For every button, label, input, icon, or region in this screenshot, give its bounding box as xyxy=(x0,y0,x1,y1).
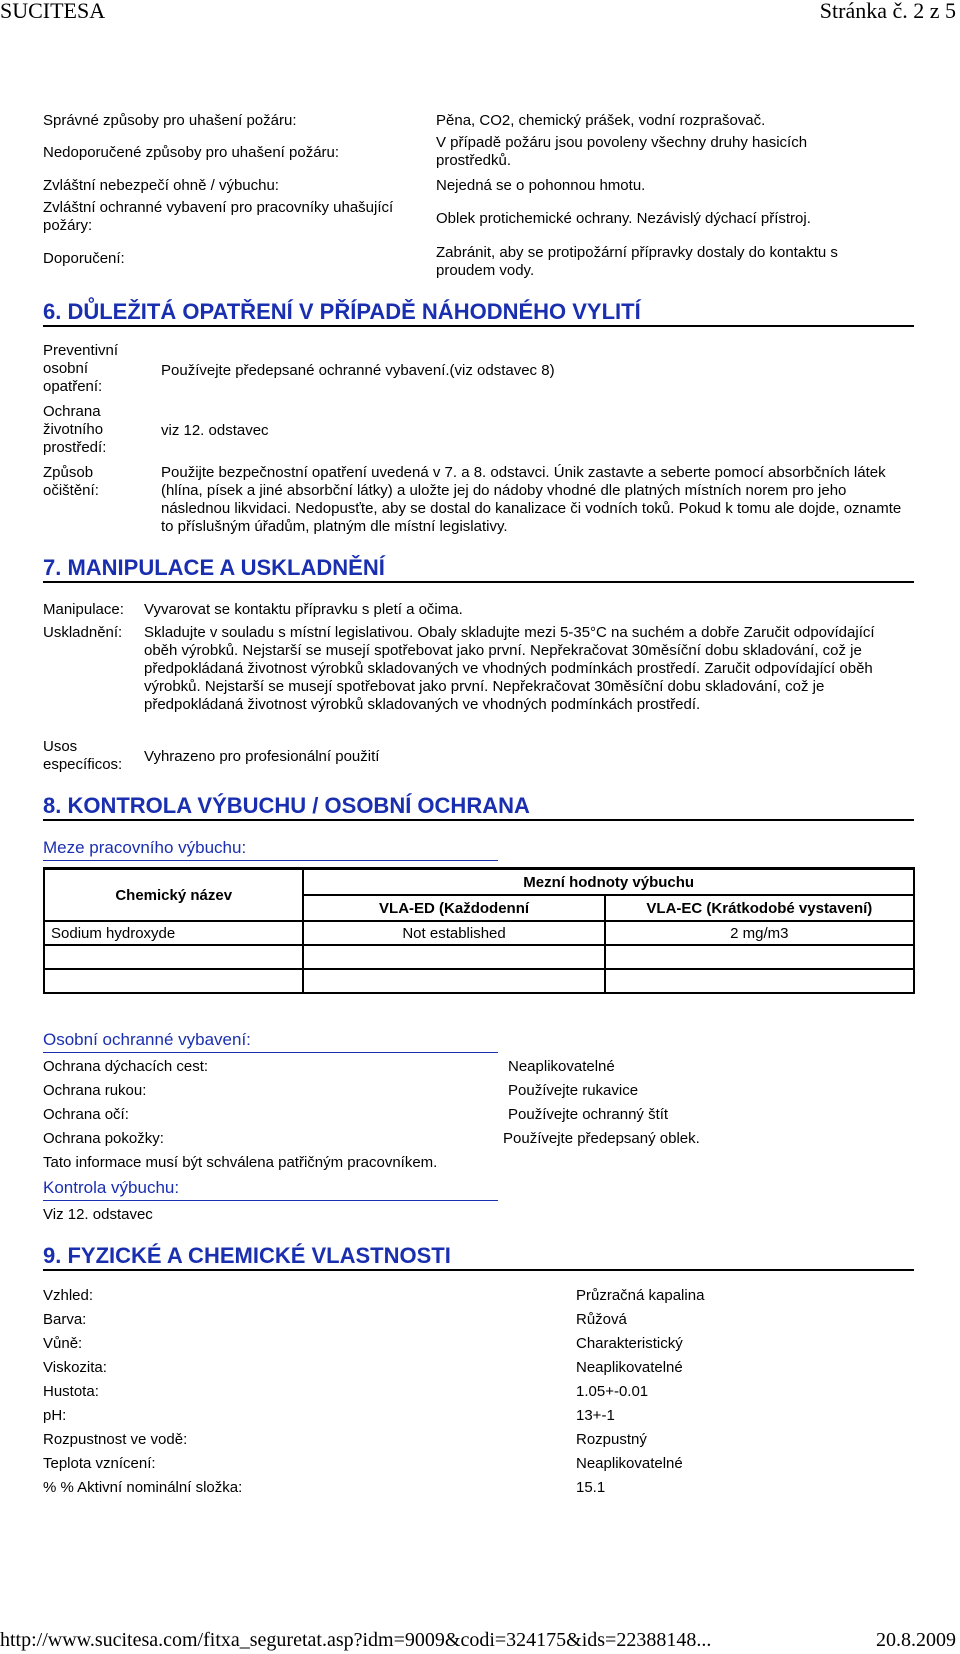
section-7-rule xyxy=(43,581,914,583)
fire-label-recommendation: Doporučení: xyxy=(43,250,125,267)
col-header-limits: Mezní hodnoty výbuchu xyxy=(303,869,914,896)
exposure-limits-table xyxy=(43,867,915,994)
s7-label-storage: Uskladnění: xyxy=(43,624,123,641)
ppe-underline xyxy=(43,1052,498,1053)
cell-vla-ed: Not established xyxy=(303,921,604,945)
s6-label-environment: Ochrana životního prostředí: xyxy=(43,403,107,456)
s7-value-handling: Vyvarovat se kontaktu přípravku s pletí a očima. xyxy=(144,601,463,618)
approval-note: Tato informace musí být schválena patřičným pracovníkem. xyxy=(43,1154,438,1171)
prop-value-ph: 13+-1 xyxy=(576,1407,615,1424)
ppe-value-skin: Používejte předepsaný oblek. xyxy=(503,1130,700,1147)
prop-value-colour: Růžová xyxy=(576,1311,627,1328)
ppe-value-hands: Používejte rukavice xyxy=(508,1082,639,1099)
prop-label-viscosity: Viskozita: xyxy=(43,1359,107,1376)
prop-label-ph: pH: xyxy=(43,1407,67,1424)
ppe-label-skin: Ochrana pokožky: xyxy=(43,1130,164,1147)
control-heading: Kontrola výbuchu: xyxy=(43,1178,180,1197)
table-row xyxy=(44,969,914,993)
prop-label-appearance: Vzhled: xyxy=(43,1287,94,1304)
fire-value-equipment: Oblek protichemické ochrany. Nezávislý dýchací přístroj. xyxy=(436,210,811,227)
cell-vla-ed xyxy=(303,945,604,969)
prop-value-odour: Charakteristický xyxy=(576,1335,683,1352)
prop-label-density: Hustota: xyxy=(43,1383,99,1400)
prop-label-active-component: % % Aktivní nominální složka: xyxy=(43,1479,243,1496)
section-8-title: 8. KONTROLA VÝBUCHU / OSOBNÍ OCHRANA xyxy=(43,793,530,818)
prop-label-colour: Barva: xyxy=(43,1311,87,1328)
cell-name xyxy=(44,969,303,993)
table-row xyxy=(44,921,914,945)
cell-vla-ec: 2 mg/m3 xyxy=(605,921,914,945)
prop-label-odour: Vůně: xyxy=(43,1335,83,1352)
s6-value-environment: viz 12. odstavec xyxy=(161,422,269,439)
control-underline xyxy=(43,1200,498,1201)
s6-value-personal: Používejte předepsané ochranné vybavení.(viz odstavec 8) xyxy=(161,362,555,379)
fire-value-extinguish: Pěna, CO2, chemický prášek, vodní rozprašovač. xyxy=(436,112,766,129)
section-7-title: 7. MANIPULACE A USKLADNĚNÍ xyxy=(43,555,385,580)
section-9-title: 9. FYZICKÉ A CHEMICKÉ VLASTNOSTI xyxy=(43,1243,451,1268)
exposure-limits-heading: Meze pracovního výbuchu: xyxy=(43,838,247,857)
table-row xyxy=(44,945,914,969)
fire-label-equipment: Zvláštní ochranné vybavení pro pracovníky uhašující požáry: xyxy=(43,199,394,234)
section-6-title: 6. DŮLEŽITÁ OPATŘENÍ V PŘÍPADĚ NÁHODNÉHO VYLITÍ xyxy=(43,299,641,324)
col-header-vla-ec: VLA-EC (Krátkodobé vystavení) xyxy=(605,895,914,921)
s6-label-personal: Preventivní osobní opatření: xyxy=(43,342,119,395)
cell-vla-ec xyxy=(605,969,914,993)
fire-value-not-recommended: V případě požáru jsou povoleny všechny druhy hasicích prostředků. xyxy=(436,134,808,169)
s7-value-specific-uses: Vyhrazeno pro profesionální použití xyxy=(144,748,380,765)
ppe-heading: Osobní ochranné vybavení: xyxy=(43,1030,251,1049)
footer-date: 20.8.2009 xyxy=(876,1629,956,1651)
prop-value-active-component: 15.1 xyxy=(576,1479,606,1496)
prop-label-solubility: Rozpustnost ve vodě: xyxy=(43,1431,188,1448)
section-9-rule xyxy=(43,1269,914,1271)
s6-label-cleanup: Způsob očištění: xyxy=(43,464,99,499)
col-header-chemical-name: Chemický název xyxy=(44,869,303,922)
col-header-vla-ed: VLA-ED (Každodenní xyxy=(303,895,604,921)
company-name: SUCITESA xyxy=(0,0,106,23)
s7-label-handling: Manipulace: xyxy=(43,601,124,618)
cell-name: Sodium hydroxyde xyxy=(44,921,303,945)
cell-name xyxy=(44,945,303,969)
ppe-label-hands: Ochrana rukou: xyxy=(43,1082,147,1099)
prop-label-ignition: Teplota vznícení: xyxy=(43,1455,156,1472)
prop-value-viscosity: Neaplikovatelné xyxy=(576,1359,683,1376)
section-6-rule xyxy=(43,325,914,327)
cell-vla-ec xyxy=(605,945,914,969)
exposure-limits-underline xyxy=(43,860,498,861)
prop-value-appearance: Průzračná kapalina xyxy=(576,1287,705,1304)
s6-value-cleanup: Použijte bezpečnostní opatření uvedená v 7. a 8. odstavci. Únik zastavte a seberte pomocí absorbčních látek (hlína, písek a jiné absorbční látky) a uložte jej do nádoby vhodné dle platných místních norem pro jeho následnou likvidaci. Nedopusťte, aby se dostal do kanalizace či vodních toků. Pokud k tomu ale dojde, oznamte to příslušným úřadům, platným dle místní legislativy. xyxy=(161,464,902,535)
section-8-rule xyxy=(43,819,914,821)
control-value: Viz 12. odstavec xyxy=(43,1206,153,1223)
s7-label-specific-uses: Usos específicos: xyxy=(43,738,123,773)
prop-value-solubility: Rozpustný xyxy=(576,1431,647,1448)
fire-label-not-recommended: Nedoporučené způsoby pro uhašení požáru: xyxy=(43,144,340,161)
fire-value-hazard: Nejedná se o pohonnou hmotu. xyxy=(436,177,646,194)
ppe-label-eyes: Ochrana očí: xyxy=(43,1106,129,1123)
page-number: Stránka č. 2 z 5 xyxy=(819,0,956,23)
ppe-value-eyes: Používejte ochranný štít xyxy=(508,1106,669,1123)
prop-value-density: 1.05+-0.01 xyxy=(576,1383,649,1400)
fire-label-extinguish: Správné způsoby pro uhašení požáru: xyxy=(43,112,297,129)
fire-value-recommendation: Zabránit, aby se protipožární přípravky dostaly do kontaktu s proudem vody. xyxy=(436,244,838,279)
footer-url[interactable]: http://www.sucitesa.com/fitxa_seguretat.asp?idm=9009&codi=324175&ids=22388148... xyxy=(0,1629,712,1651)
fire-label-hazard: Zvláštní nebezpečí ohně / výbuchu: xyxy=(43,177,279,194)
ppe-label-respiratory: Ochrana dýchacích cest: xyxy=(43,1058,209,1075)
s7-value-storage: Skladujte v souladu s místní legislativou. Obaly skladujte mezi 5-35°C na suchém a dobře Zaručit odpovídající oběh výrobků. Nejstarší se musejí spotřebovat jako první. Nepřekračovat 30měsíční dobu skladování, což je předpokládaná životnost výrobků skladovaných ve vhodných podmínkách prostředí. Zaručit odpovídající oběh výrobků. Nejstarší se musejí spotřebovat jako první. Nepřekračovat 30měsíční dobu skladování, což je předpokládaná životnost výrobků skladovaných ve vhodných podmínkách prostředí. xyxy=(144,624,875,713)
cell-vla-ed xyxy=(303,969,604,993)
ppe-value-respiratory: Neaplikovatelné xyxy=(508,1058,615,1075)
prop-value-ignition: Neaplikovatelné xyxy=(576,1455,683,1472)
